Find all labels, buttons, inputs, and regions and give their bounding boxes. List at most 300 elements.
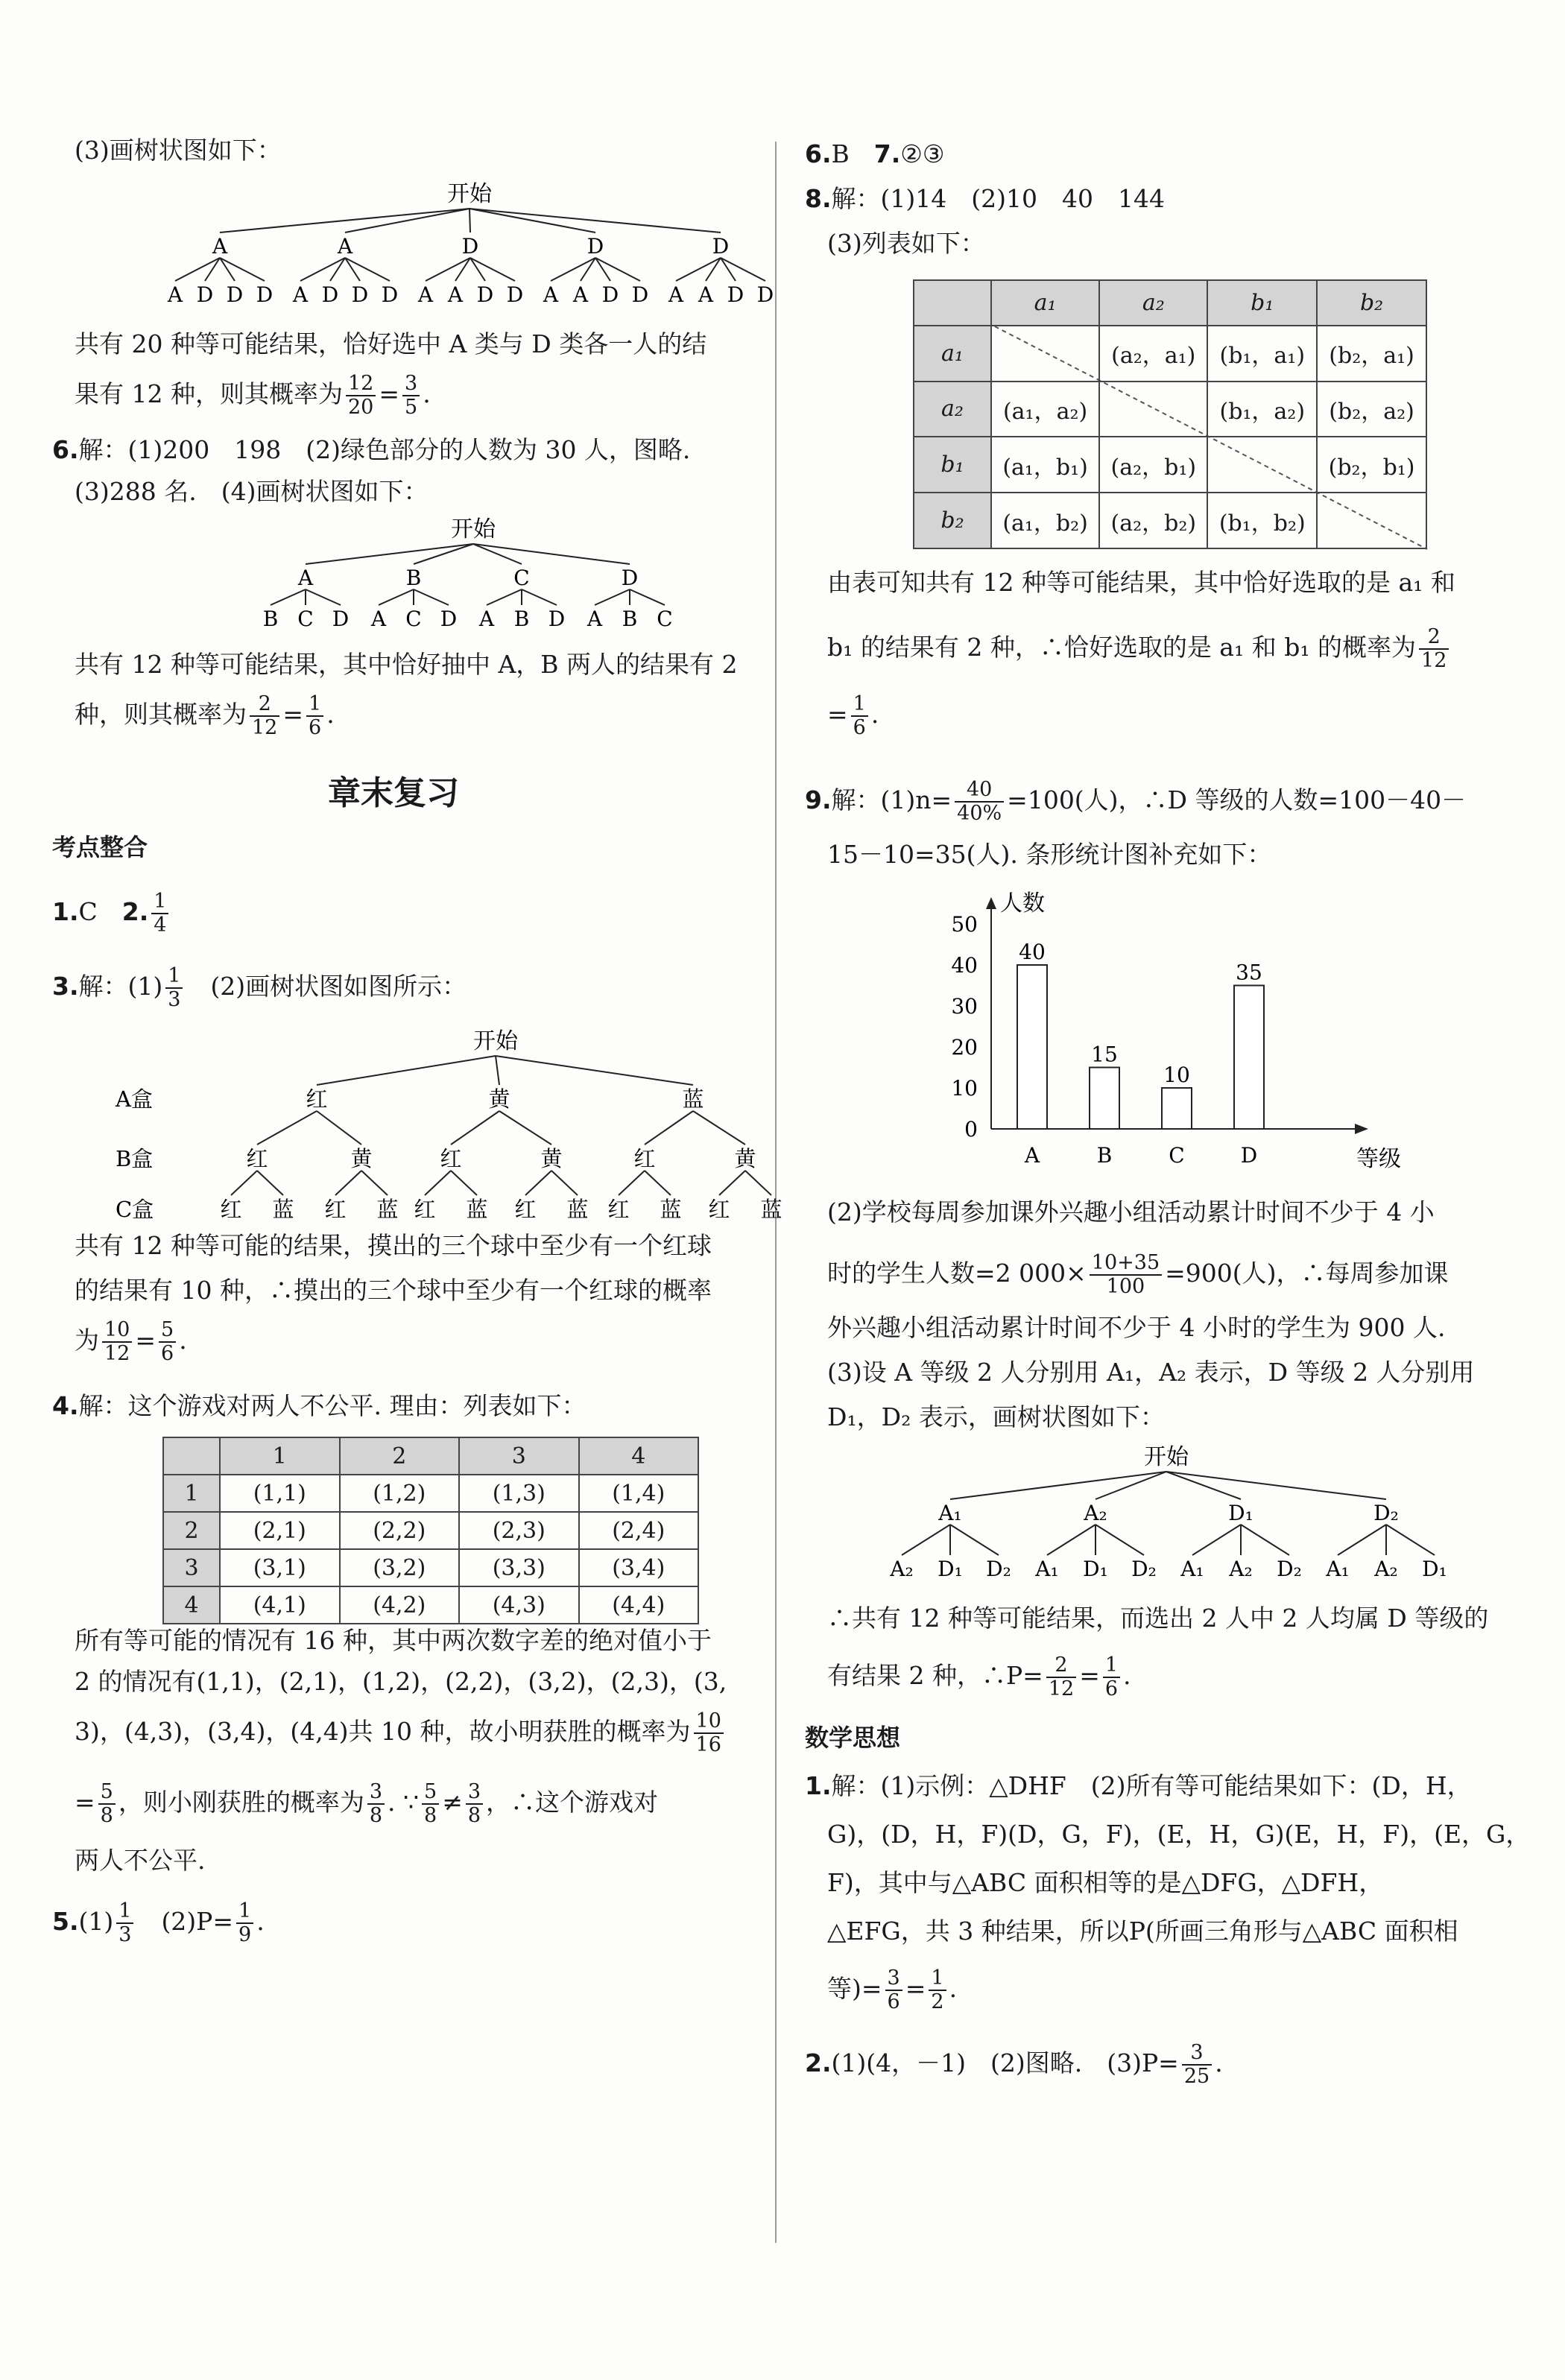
table-header-row xyxy=(914,280,1426,326)
q3-line1 xyxy=(52,965,467,1011)
y-axis-label: 人数 xyxy=(1000,890,1045,917)
denominator: 8 xyxy=(369,1804,383,1827)
table-cell xyxy=(1099,382,1207,437)
numerator: 10 xyxy=(694,1710,724,1734)
tree-leaf-label: D₁ xyxy=(1083,1557,1108,1581)
fraction xyxy=(851,693,868,739)
text: 等)= xyxy=(827,1974,882,2003)
tree-node-label: 黄 xyxy=(540,1146,563,1171)
tree-branch xyxy=(345,209,470,232)
numerator: 1 xyxy=(1103,1654,1120,1678)
table-q4 xyxy=(162,1437,699,1624)
answer: ②③ xyxy=(900,139,945,168)
tree-branch xyxy=(271,589,306,605)
q8-line3: 由表可知共有 12 种等可能结果，其中恰好选取的是 a₁ 和 xyxy=(827,568,1455,597)
tree-diagram-4 xyxy=(805,1442,1520,1591)
tree-leaf-label: 红 xyxy=(607,1197,630,1222)
tree-leaf-label: 蓝 xyxy=(566,1197,589,1222)
table-cell: (3,3) xyxy=(459,1549,579,1586)
tree-branch xyxy=(257,1111,317,1145)
tree-node-label: D₂ xyxy=(1373,1501,1399,1525)
numerator: 1 xyxy=(851,693,868,717)
tree-branch xyxy=(470,209,721,232)
text: (1) xyxy=(78,1907,114,1936)
header-cell: 1 xyxy=(220,1437,340,1475)
tree-diagram-1 xyxy=(52,175,774,317)
tree-branch xyxy=(950,1472,1166,1499)
tree-leaf-label: A xyxy=(668,282,684,307)
tree-branch xyxy=(645,1111,693,1145)
tree-branch xyxy=(335,1171,361,1195)
q8-line2: (3)列表如下： xyxy=(827,229,985,258)
tree-leaf-label: B xyxy=(513,607,530,631)
tree-node-label: 黄 xyxy=(734,1146,756,1171)
q9-line7: D₁，D₂ 表示，画树状图如下： xyxy=(827,1402,1165,1431)
table-row xyxy=(914,382,1426,437)
tree-node-label: 黄 xyxy=(488,1086,510,1112)
text: (1)(4，－1) (2)图略. (3)P= xyxy=(831,2048,1179,2077)
denominator: 8 xyxy=(100,1804,113,1827)
tree-row-label: B盒 xyxy=(116,1146,154,1171)
fraction xyxy=(116,1900,133,1946)
table-q8-wrapper xyxy=(913,279,1427,549)
row-header-cell: b₂ xyxy=(914,493,991,548)
period: . xyxy=(1123,1661,1131,1690)
tree-leaf-label: D xyxy=(440,607,458,631)
fraction xyxy=(151,890,168,937)
fraction xyxy=(165,965,183,1011)
answer: B xyxy=(831,139,850,168)
fraction xyxy=(1090,1252,1162,1298)
table-cell: (4,1) xyxy=(220,1586,340,1624)
numerator: 3 xyxy=(402,373,420,396)
question-number: 8. xyxy=(805,184,832,213)
period: . xyxy=(326,700,335,729)
tree-leaf-label: D xyxy=(196,282,214,307)
tree-branch xyxy=(1166,1472,1386,1499)
text: 解：(1)200 198 (2)绿色部分的人数为 30 人，图略. xyxy=(78,435,691,464)
tree-leaf-label: D₁ xyxy=(1422,1557,1447,1581)
header-cell: b₂ xyxy=(1317,280,1426,326)
m1-line4: △EFG，共 3 种结果，所以P(所画三角形与△ABC 面积相 xyxy=(827,1917,1458,1946)
section-math-thinking: 数学思想 xyxy=(805,1724,901,1752)
question-number: 2. xyxy=(805,2048,832,2077)
text: (2)画树状图如图所示： xyxy=(210,972,467,1001)
tree-leaf-label: A₂ xyxy=(1229,1557,1253,1581)
text: 3)，(4,3)，(3,4)，(4,4)共 10 种，故小明获胜的概率为 xyxy=(75,1717,691,1746)
y-tick-label: 20 xyxy=(951,1035,978,1060)
q8-line1 xyxy=(805,183,1165,215)
y-tick-label: 10 xyxy=(951,1076,978,1101)
tree-node-label: A xyxy=(297,566,314,590)
fraction xyxy=(955,779,1004,825)
tree-leaf-label: 蓝 xyxy=(760,1197,782,1222)
q3-result-line2: 的结果有 10 种，∴摸出的三个球中至少有一个红球的概率 xyxy=(75,1276,712,1305)
text: b₁ 的结果有 2 种，∴恰好选取的是 a₁ 和 b₁ 的概率为 xyxy=(827,633,1417,662)
table-row xyxy=(914,326,1426,382)
tree-branch xyxy=(745,1171,771,1195)
q9-line5: 外兴趣小组活动累计时间不少于 4 小时的学生为 900 人. xyxy=(827,1313,1446,1342)
numerator: 1 xyxy=(306,693,323,717)
table-cell: (1,4) xyxy=(579,1475,699,1512)
denominator: 20 xyxy=(347,396,374,419)
bar-data-label: 15 xyxy=(1091,1042,1118,1067)
row-header-cell: 3 xyxy=(163,1549,220,1586)
tree-branch xyxy=(425,1171,451,1195)
table-cell: (1,2) xyxy=(340,1475,460,1512)
table-cell: (2,4) xyxy=(579,1512,699,1549)
q8-line5 xyxy=(827,693,879,739)
tree-root-label: 开始 xyxy=(1144,1444,1189,1470)
x-tick-label: B xyxy=(1096,1143,1113,1168)
tree-branch xyxy=(220,209,470,232)
q9-line4 xyxy=(827,1252,1449,1298)
table-cell xyxy=(1317,493,1426,548)
denominator: 6 xyxy=(309,716,322,739)
tree-leaf-label: D xyxy=(226,282,244,307)
tree-leaf-label: A xyxy=(447,282,464,307)
tree-leaf-label: D xyxy=(548,607,566,631)
tree-root-label: 开始 xyxy=(447,181,492,207)
answer: C xyxy=(78,897,98,926)
q9-line9 xyxy=(827,1654,1131,1700)
row-header-cell: 4 xyxy=(163,1586,220,1624)
q9-line2: 15－10=35(人). 条形统计图补充如下： xyxy=(827,840,1272,869)
q8-line4 xyxy=(827,626,1452,672)
table-cell: (b₂，b₁) xyxy=(1317,437,1426,493)
bar-D xyxy=(1234,986,1264,1130)
tree-branch xyxy=(693,1111,745,1145)
tree-leaf-label: A xyxy=(370,607,387,631)
header-cell: a₁ xyxy=(991,280,1099,326)
numerator: 5 xyxy=(159,1319,176,1343)
table-cell: (b₁，b₂) xyxy=(1207,493,1317,548)
section-key-points: 考点整合 xyxy=(52,833,148,861)
tree-branch xyxy=(496,1056,693,1085)
fraction xyxy=(929,1967,946,2013)
table-row xyxy=(163,1586,698,1624)
tree-branch xyxy=(950,1525,999,1555)
bar-data-label: 35 xyxy=(1236,960,1262,985)
equals: = xyxy=(905,1974,926,2003)
tree-leaf-label: D xyxy=(727,282,744,307)
table-row xyxy=(914,493,1426,548)
table-row xyxy=(163,1512,698,1549)
fraction xyxy=(250,693,279,739)
denominator: 2 xyxy=(931,1990,944,2013)
tree-node-label: 蓝 xyxy=(682,1086,704,1112)
tree-branch xyxy=(525,1171,551,1195)
tree-branch xyxy=(902,1525,950,1555)
denominator: 6 xyxy=(887,1990,900,2013)
tree-root-label: 开始 xyxy=(451,516,496,542)
question-number: 5. xyxy=(52,1907,79,1936)
row-header-cell: 2 xyxy=(163,1512,220,1549)
tree-leaf-label: 蓝 xyxy=(376,1197,399,1222)
tree-leaf-label: 蓝 xyxy=(272,1197,294,1222)
table-row xyxy=(914,437,1426,493)
tree-node-label: A₁ xyxy=(938,1501,962,1525)
equals: = xyxy=(379,379,399,408)
question-number: 7. xyxy=(873,139,901,168)
tree-diagram-2 xyxy=(52,514,768,641)
numerator: 1 xyxy=(236,1900,253,1924)
tree-node-label: A xyxy=(337,234,353,259)
tree-leaf-label: 蓝 xyxy=(466,1197,488,1222)
period: . xyxy=(256,1907,265,1936)
tree-row-label: C盒 xyxy=(116,1197,154,1222)
tree-leaf-label: D xyxy=(506,282,524,307)
numerator: 10 xyxy=(102,1319,132,1343)
fraction xyxy=(402,373,420,419)
equals: = xyxy=(135,1326,156,1355)
tree-node-label: D xyxy=(587,234,604,259)
question-number: 6. xyxy=(52,435,79,464)
denominator: 3 xyxy=(168,988,181,1011)
question-number: 2. xyxy=(121,897,149,926)
text: 种，则其概率为 xyxy=(75,700,247,729)
tree-leaf-label: D xyxy=(601,282,619,307)
tree-branch xyxy=(645,1171,671,1195)
tree-branch xyxy=(257,1171,283,1195)
fraction xyxy=(102,1319,132,1365)
bar-data-label: 10 xyxy=(1163,1063,1190,1087)
numerator: 5 xyxy=(98,1781,116,1805)
tree-branch xyxy=(595,589,630,605)
equals: = xyxy=(282,700,304,729)
period: . xyxy=(949,1974,958,2003)
q1-q2-line xyxy=(52,890,171,937)
tree-leaf-label: A xyxy=(572,282,589,307)
denominator: 100 xyxy=(1106,1275,1145,1298)
period: . xyxy=(870,700,879,729)
tree-leaf-label: D xyxy=(381,282,399,307)
text: . ∵ xyxy=(388,1788,420,1817)
table-cell: (a₂，b₂) xyxy=(1099,493,1207,548)
numerator: 5 xyxy=(422,1781,439,1805)
denominator: 8 xyxy=(424,1804,437,1827)
q9-line8: ∴共有 12 种等可能结果，而选出 2 人中 2 人均属 D 等级的 xyxy=(827,1604,1489,1633)
tree-leaf-label: D₂ xyxy=(1131,1557,1157,1581)
table-cell: (1,1) xyxy=(220,1475,340,1512)
denominator: 4 xyxy=(154,914,167,937)
tree-leaf-label: 红 xyxy=(514,1197,537,1222)
table-cell: (a₁，a₂) xyxy=(991,382,1099,437)
tree-branch xyxy=(1047,1525,1096,1555)
text: =900(人)，∴每周参加课 xyxy=(1165,1259,1449,1288)
fraction xyxy=(1046,1654,1076,1700)
header-cell: a₂ xyxy=(1099,280,1207,326)
text: 有结果 2 种，∴P= xyxy=(827,1661,1043,1690)
table-cell: (b₁，a₂) xyxy=(1207,382,1317,437)
tree-row-label: A盒 xyxy=(116,1086,153,1112)
tree-leaf-label: A xyxy=(543,282,559,307)
tree-leaf-label: D₂ xyxy=(986,1557,1011,1581)
tree-leaf-label: D xyxy=(321,282,339,307)
table-cell: (b₁，a₁) xyxy=(1207,326,1317,382)
numerator: 40 xyxy=(955,779,1004,803)
tree-leaf-label: D xyxy=(332,607,350,631)
table-row xyxy=(163,1549,698,1586)
tree-branch xyxy=(361,1171,388,1195)
numerator: 3 xyxy=(885,1967,902,1991)
numerator: 2 xyxy=(250,693,279,717)
tree-branch xyxy=(619,1171,645,1195)
tree-branch xyxy=(451,1111,499,1145)
question-number: 9. xyxy=(805,785,832,814)
table-cell: (3,4) xyxy=(579,1549,699,1586)
denominator: 9 xyxy=(238,1923,252,1946)
tree1-result-line: 共有 20 种等可能结果，恰好选中 A 类与 D 类各一人的结 xyxy=(75,329,707,358)
q6-result-line: 共有 12 种等可能结果，其中恰好抽中 A，B 两人的结果有 2 xyxy=(75,650,738,679)
tree-branch xyxy=(499,1111,551,1145)
table-cell xyxy=(1207,437,1317,493)
table-cell: (4,4) xyxy=(579,1586,699,1624)
y-axis-arrow xyxy=(986,897,996,909)
tree-node-label: 黄 xyxy=(350,1146,373,1171)
tree-leaf-label: C xyxy=(297,607,314,631)
tree-diagram-3 xyxy=(52,1025,782,1222)
tree-branch xyxy=(551,1171,578,1195)
fraction xyxy=(885,1967,902,2013)
text: ，∴这个游戏对 xyxy=(486,1788,659,1817)
m1-line3: F)，其中与△ABC 面积相等的是△DFG，△DFH， xyxy=(827,1868,1384,1897)
tree-leaf-label: A₂ xyxy=(890,1557,914,1581)
fraction xyxy=(159,1319,176,1365)
tree-leaf-label: C xyxy=(657,607,673,631)
denominator: 40% xyxy=(957,802,1002,825)
fraction xyxy=(1182,2042,1212,2088)
tree-node-label: D xyxy=(712,234,730,259)
question-number: 3. xyxy=(52,972,79,1001)
m1-line2: G)，(D，H，F)(D，G，F)，(E，H，G)(E，H，F)，(E，G， xyxy=(827,1820,1531,1849)
tree-node-label: D xyxy=(461,234,479,259)
tree-node-label: A xyxy=(212,234,228,259)
text: (2)P= xyxy=(161,1907,234,1936)
denominator: 12 xyxy=(1421,649,1447,672)
table-cell: (a₁，b₂) xyxy=(991,493,1099,548)
tree-branch xyxy=(379,589,414,605)
q5-line xyxy=(52,1900,265,1946)
text: ，则小刚获胜的概率为 xyxy=(118,1788,364,1817)
bar-C xyxy=(1162,1088,1192,1129)
denominator: 12 xyxy=(104,1342,130,1365)
tree-leaf-label: A₁ xyxy=(1180,1557,1204,1581)
denominator: 6 xyxy=(853,716,866,739)
tree-node-label: 红 xyxy=(440,1146,462,1171)
table-cell: (a₂，b₁) xyxy=(1099,437,1207,493)
numerator: 1 xyxy=(165,965,183,989)
tree-branch xyxy=(317,1056,496,1085)
equals: = xyxy=(75,1788,95,1817)
tree-leaf-label: 蓝 xyxy=(660,1197,682,1222)
tree-node-label: B xyxy=(405,566,422,590)
fraction xyxy=(694,1710,724,1756)
q6-line2: (3)288 名. (4)画树状图如下： xyxy=(75,477,429,506)
text: 解：这个游戏对两人不公平. 理由：列表如下： xyxy=(78,1391,587,1420)
header-cell xyxy=(163,1437,220,1475)
tree-leaf-label: D₁ xyxy=(938,1557,963,1581)
table-cell: (a₁，b₁) xyxy=(991,437,1099,493)
tree-leaf-label: A₂ xyxy=(1374,1557,1398,1581)
period: . xyxy=(423,379,431,408)
table-cell: (b₂，a₂) xyxy=(1317,382,1426,437)
tree-leaf-label: D xyxy=(256,282,274,307)
tree-leaf-label: A xyxy=(478,607,495,631)
period: . xyxy=(1215,2048,1223,2077)
tree-leaf-label: A xyxy=(417,282,434,307)
fraction xyxy=(98,1781,116,1827)
q9-line3: (2)学校每周参加课外兴趣小组活动累计时间不少于 4 小 xyxy=(827,1197,1435,1227)
y-tick-label: 50 xyxy=(951,912,978,937)
denominator: 6 xyxy=(1104,1677,1119,1700)
period: . xyxy=(179,1326,187,1355)
text: 时的学生人数=2 000× xyxy=(827,1259,1087,1288)
tree-leaf-label: A₁ xyxy=(1326,1557,1350,1581)
q6-probability-line xyxy=(75,693,335,739)
y-tick-label: 0 xyxy=(964,1117,978,1142)
text: 解：(1)n= xyxy=(831,785,952,814)
table-cell: (4,3) xyxy=(459,1586,579,1624)
x-tick-label: C xyxy=(1169,1143,1185,1168)
tree-leaf-label: 红 xyxy=(324,1197,347,1222)
tree-leaf-label: D xyxy=(476,282,494,307)
numerator: 3 xyxy=(367,1781,385,1805)
q6-q7-line xyxy=(805,138,944,171)
tree-leaf-label: C xyxy=(405,607,422,631)
denominator: 5 xyxy=(405,396,418,419)
numerator: 1 xyxy=(929,1967,946,1991)
tree-node-label: 红 xyxy=(633,1146,656,1171)
tree-node-label: 红 xyxy=(306,1086,328,1112)
tree-leaf-label: A xyxy=(587,607,603,631)
q4-line6: 两人不公平. xyxy=(75,1846,206,1875)
q3-probability-line xyxy=(75,1319,187,1365)
question-number: 6. xyxy=(805,139,832,168)
header-cell xyxy=(914,280,991,326)
tree-branch xyxy=(1096,1525,1144,1555)
text: =100(人)，∴D 等级的人数=100－40－ xyxy=(1007,785,1467,814)
fraction xyxy=(466,1781,483,1827)
tree-branch xyxy=(630,589,665,605)
tree-node-label: C xyxy=(513,566,530,590)
q9-line6: (3)设 A 等级 2 人分别用 A₁，A₂ 表示，D 等级 2 人分别用 xyxy=(827,1358,1475,1387)
q4-line2: 所有等可能的情况有 16 种，其中两次数字差的绝对值小于 xyxy=(75,1626,712,1655)
text: 解：(1)示例：△DHF (2)所有等可能结果如下：(D，H， xyxy=(831,1771,1472,1800)
row-header-cell: a₁ xyxy=(914,326,991,382)
tree-leaf-label: A xyxy=(167,282,183,307)
table-cell: (3,2) xyxy=(340,1549,460,1586)
fraction xyxy=(1103,1654,1120,1700)
header-cell: 2 xyxy=(340,1437,460,1475)
table-row xyxy=(163,1475,698,1512)
bar-chart xyxy=(917,883,1453,1172)
numerator: 10+35 xyxy=(1090,1252,1162,1276)
header-cell: b₁ xyxy=(1207,280,1317,326)
x-axis-label: 等级 xyxy=(1356,1146,1401,1172)
q4-line3: 2 的情况有(1,1)，(2,1)，(1,2)，(2,2)，(3,2)，(2,3)，(3, xyxy=(75,1667,727,1696)
x-tick-label: A xyxy=(1024,1143,1040,1168)
table-cell: (2,2) xyxy=(340,1512,460,1549)
tree-branch xyxy=(414,589,449,605)
header-cell: 3 xyxy=(459,1437,579,1475)
m1-line1 xyxy=(805,1770,1472,1803)
fraction xyxy=(367,1781,385,1827)
not-equal: ≠ xyxy=(442,1788,463,1817)
tree-node-label: D xyxy=(621,566,639,590)
tree-leaf-label: B xyxy=(262,607,279,631)
tree-leaf-label: D xyxy=(631,282,649,307)
